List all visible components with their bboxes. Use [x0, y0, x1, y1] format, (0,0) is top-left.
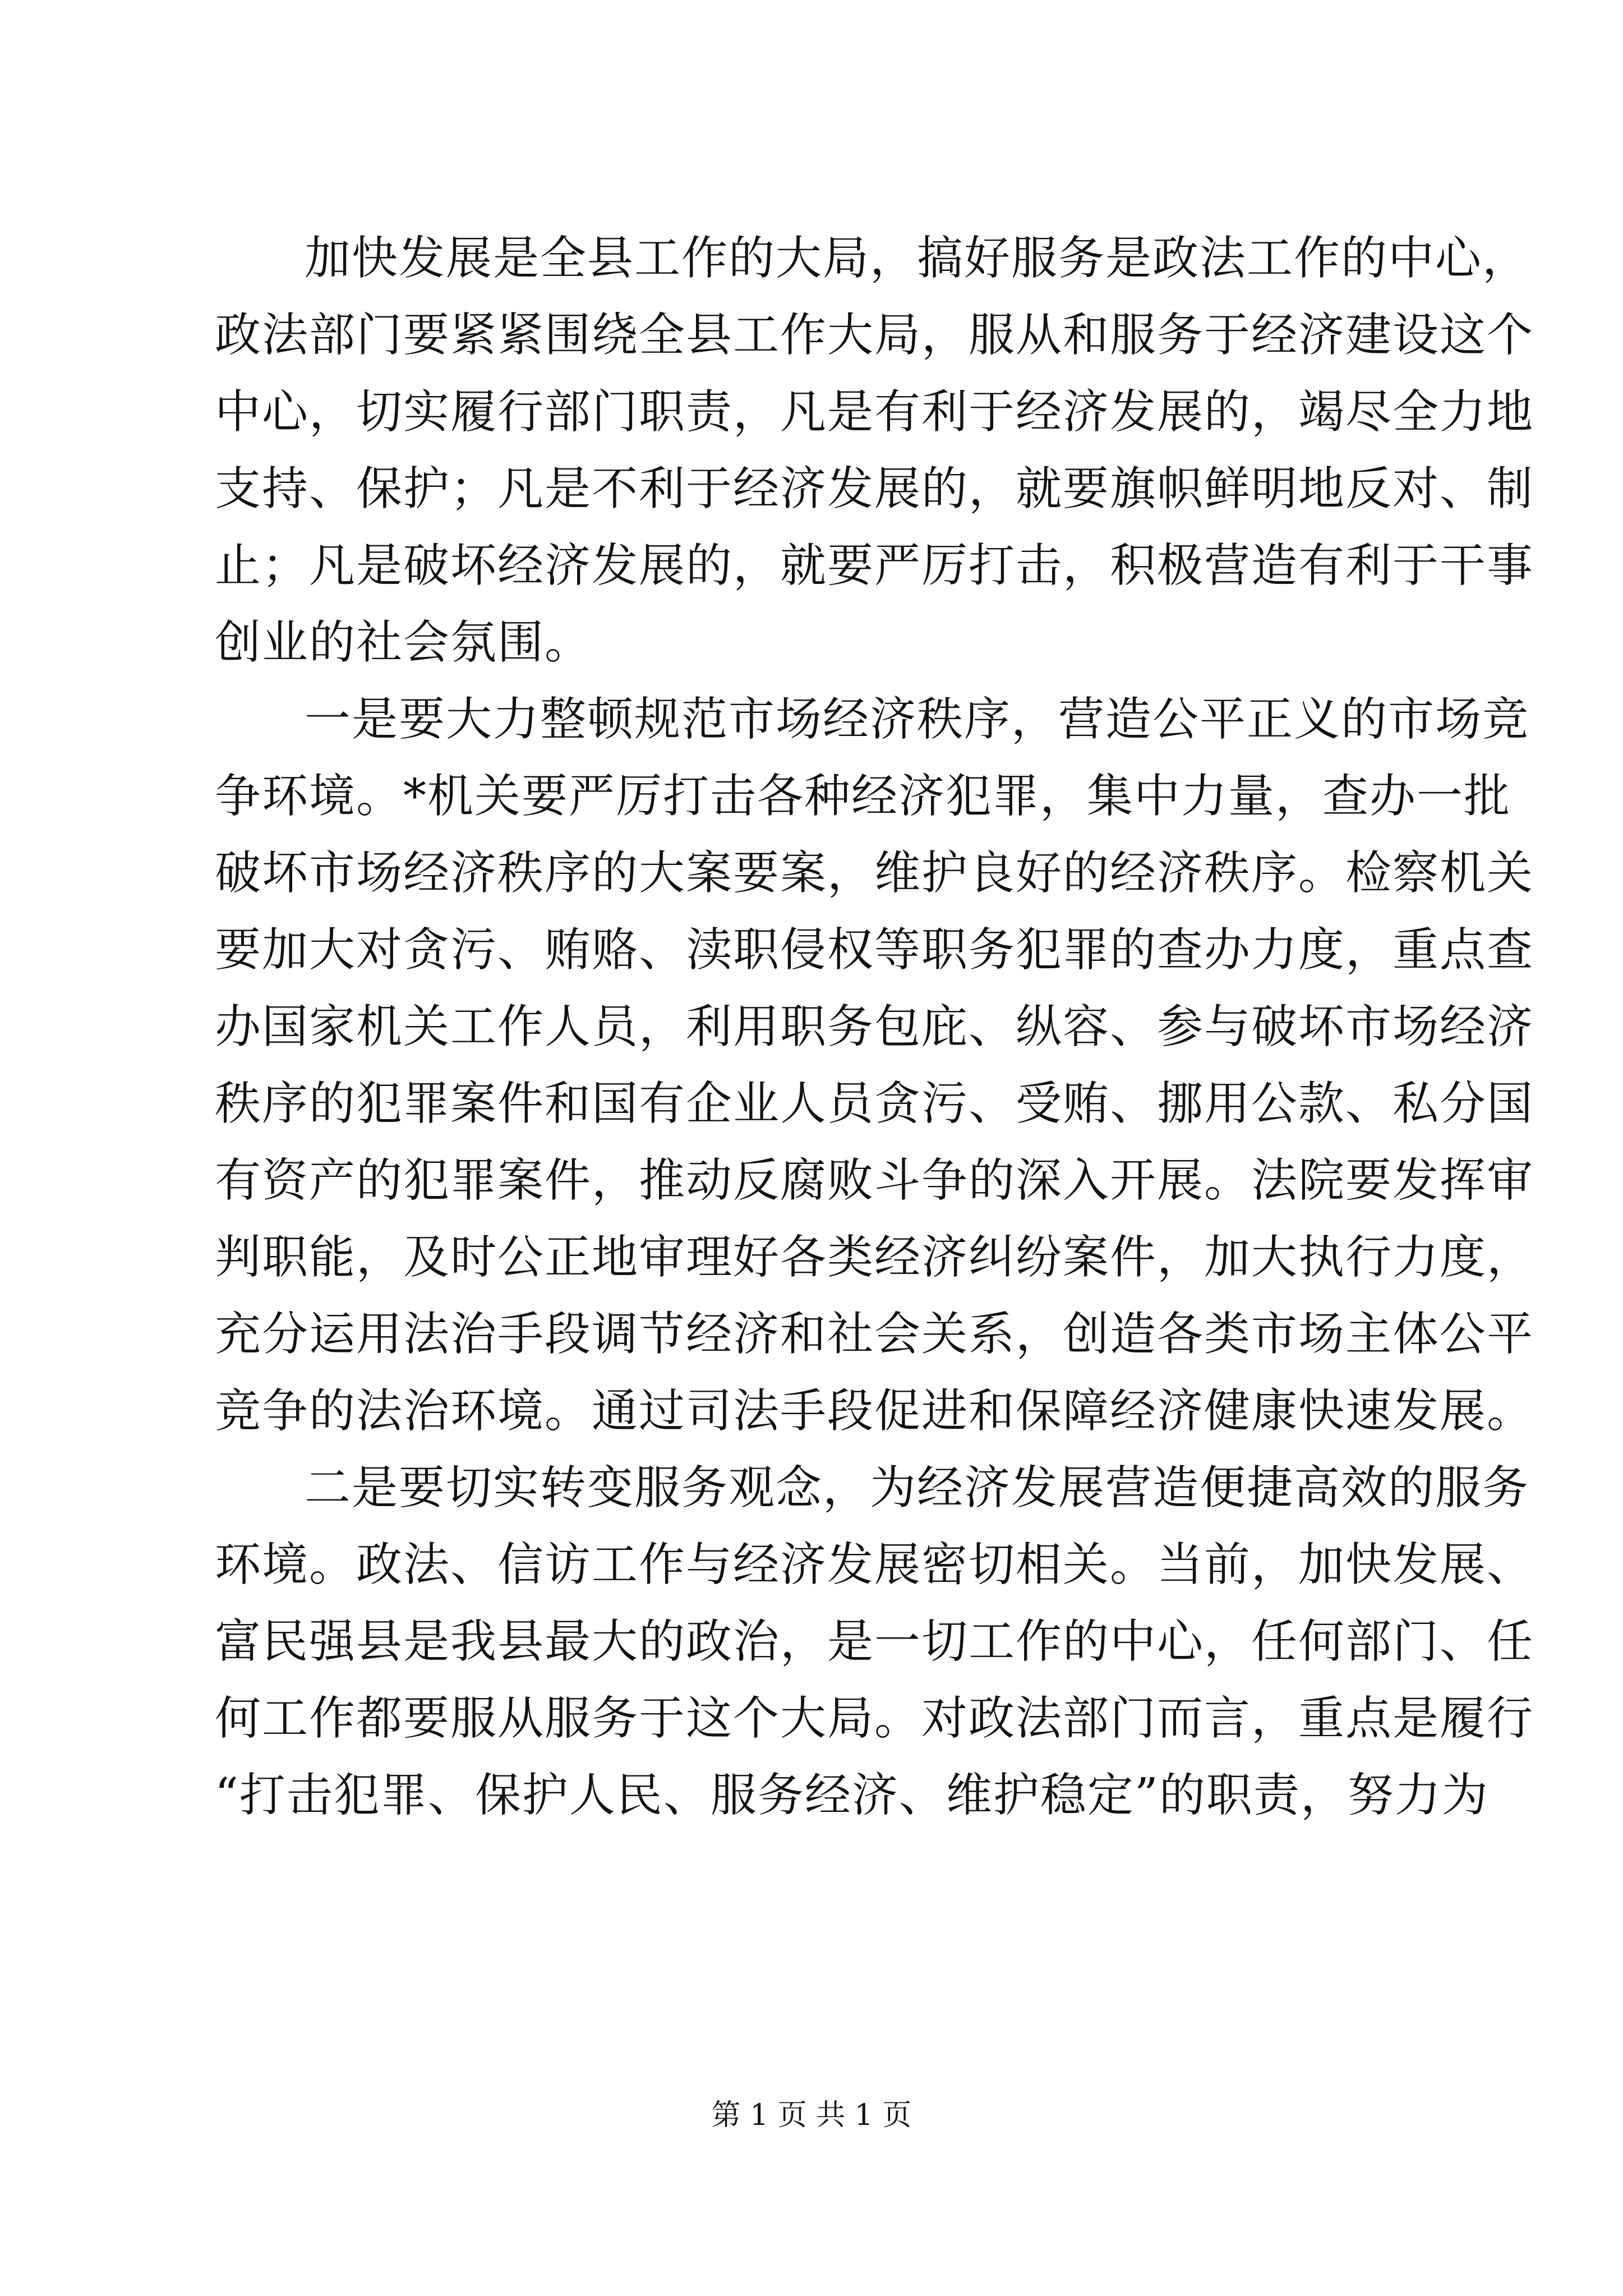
paragraph-2-line: 秩序的犯罪案件和国有企业人员贪污、受贿、挪用公款、私分国 — [215, 1077, 1534, 1130]
paragraph-1-line: 加快发展是全县工作的大局，搞好服务是政法工作的中心， — [305, 232, 1530, 285]
paragraph-3-line: 富民强县是我县最大的政治，是一切工作的中心，任何部门、任 — [215, 1615, 1534, 1668]
paragraph-1-line: 支持、保护；凡是不利于经济发展的，就要旗帜鲜明地反对、制 — [215, 462, 1534, 516]
paragraph-2-line: 争环境。*机关要严厉打击各种经济犯罪，集中力量，查办一批 — [215, 770, 1511, 823]
paragraph-2-line: 办国家机关工作人员，利用职务包庇、纵容、参与破坏市场经济 — [215, 1000, 1534, 1053]
paragraph-2-line: 要加大对贪污、贿赂、渎职侵权等职务犯罪的查办力度，重点查 — [215, 923, 1534, 977]
page-number-footer: 第 1 页 共 1 页 — [711, 2099, 912, 2132]
paragraph-1-line: 政法部门要紧紧围绕全县工作大局，服从和服务于经济建设这个 — [215, 309, 1534, 362]
paragraph-1-line: 创业的社会氛围。 — [215, 616, 592, 669]
paragraph-3-line: 二是要切实转变服务观念，为经济发展营造便捷高效的服务 — [305, 1461, 1530, 1515]
paragraph-2-line: 有资产的犯罪案件，推动反腐败斗争的深入开展。法院要发挥审 — [215, 1154, 1534, 1207]
paragraph-2-line: 破坏市场经济秩序的大案要案，维护良好的经济秩序。检察机关 — [215, 846, 1534, 900]
paragraph-2-line: 一是要大力整顿规范市场经济秩序，营造公平正义的市场竞 — [305, 693, 1530, 746]
paragraph-2-line: 判职能，及时公正地审理好各类经济纠纷案件，加大执行力度， — [215, 1231, 1534, 1284]
body-text — [215, 220, 1534, 1834]
paragraph-3-line: 何工作都要服从服务于这个大局。对政法部门而言，重点是履行 — [215, 1692, 1534, 1745]
paragraph-1-line: 中心，切实履行部门职责，凡是有利于经济发展的，竭尽全力地 — [215, 385, 1534, 439]
paragraph-1-line: 止；凡是破坏经济发展的，就要严厉打击，积极营造有利于干事 — [215, 539, 1534, 592]
paragraph-2-line: 竞争的法治环境。通过司法手段促进和保障经济健康快速发展。 — [215, 1384, 1534, 1438]
paragraph-3-line: 环境。政法、信访工作与经济发展密切相关。当前，加快发展、 — [215, 1538, 1534, 1591]
paragraph-3-line: “打击犯罪、保护人民、服务经济、维护稳定”的职责，努力为 — [215, 1769, 1489, 1822]
paragraph-2-line: 充分运用法治手段调节经济和社会关系，创造各类市场主体公平 — [215, 1308, 1534, 1361]
